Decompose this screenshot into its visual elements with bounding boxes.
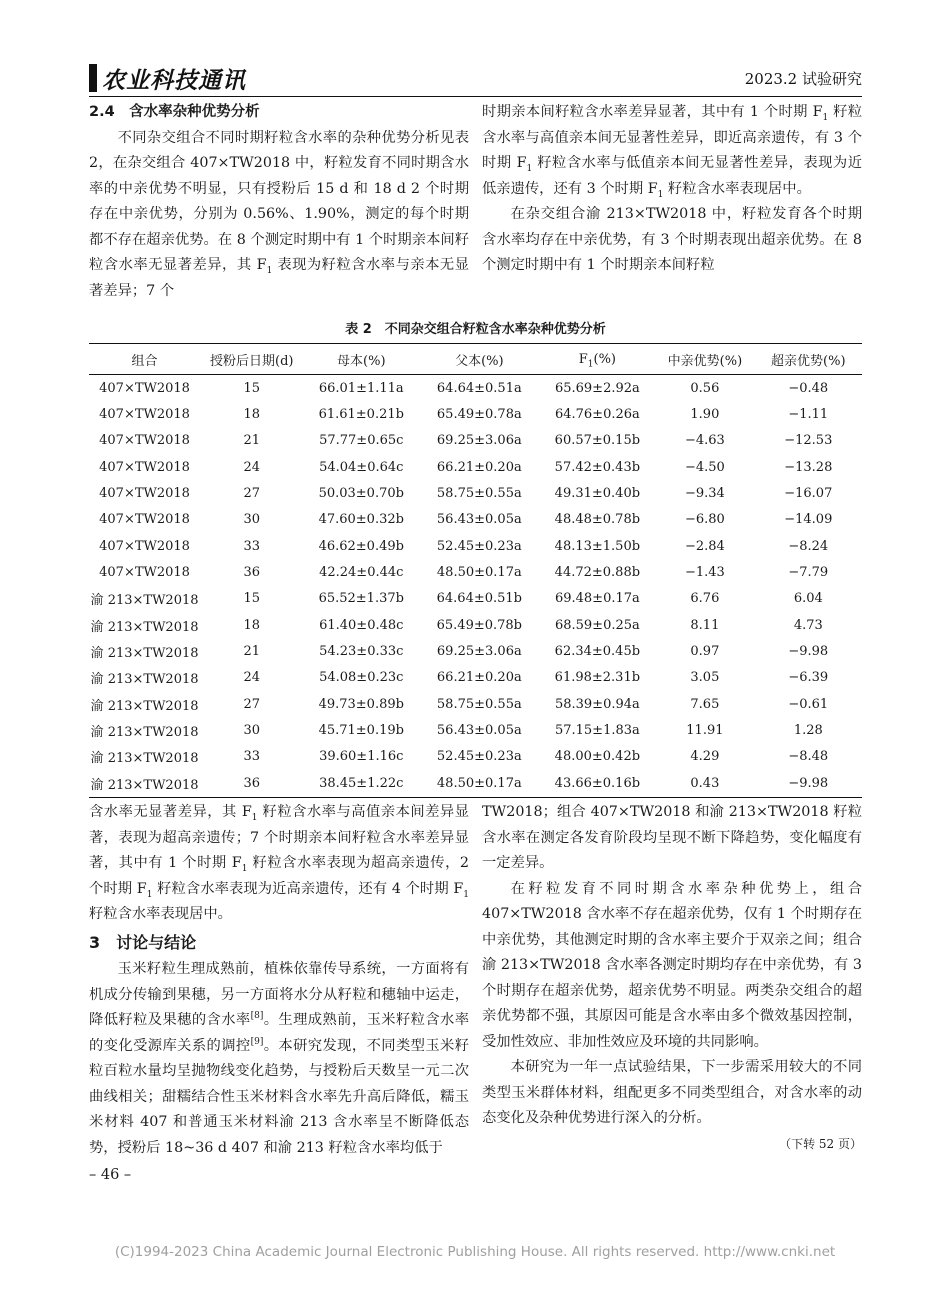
table-cell: 44.72±0.88b [554, 565, 641, 581]
table-cell: 56.43±0.05a [436, 723, 522, 739]
table-row [89, 665, 862, 691]
page-number: – 46 – [89, 1167, 132, 1183]
table-cell: 11.91 [686, 723, 724, 739]
table-cell: 24 [243, 459, 261, 475]
discussion-paragraph: 玉米籽粒生理成熟前，植株依靠传导系统，一方面将有机成分传输到果穗，另一方面将水分从籽粒和穗轴中运走，降低籽粒及果穗的含水率[8]。生理成熟前，玉米籽粒含水率的变化受源库关系的调控[9]。本研究发现，不同类型玉米籽粒百粒水量均呈抛物线变化趋势，与授粉后天数呈一元二次曲线相关；甜糯结合性玉米材料含水率先升高后降低，糯玉米材料 407 和普通玉米材料渝 213 含水率呈不断降低态势，授粉后 18~36 d 407 和渝 213 籽粒含水率均低于 [89, 961, 470, 1156]
table-cell: 65.69±2.92a [554, 380, 640, 396]
table-cell: 渝 213×TW2018 [90, 751, 199, 767]
table-cell: −14.09 [784, 512, 833, 528]
table-cell: −6.39 [788, 670, 829, 686]
table-cell: 3.05 [690, 670, 720, 686]
table-cell: −0.61 [788, 696, 829, 712]
issue-label: 2023.2 试验研究 [744, 70, 862, 88]
section-3-heading: 3 讨论与结论 [89, 932, 197, 952]
table-row [89, 586, 862, 612]
table-caption: 表 2 不同杂交组合籽粒含水率杂种优势分析 [345, 322, 606, 337]
table-row [89, 507, 862, 533]
table-cell: 38.45±1.22c [303, 770, 419, 797]
table-cell: −1.43 [684, 565, 725, 581]
table-cell: 48.48±0.78b [554, 512, 641, 528]
table-row [89, 401, 862, 427]
table-cell: 48.50±0.17a [436, 565, 522, 581]
table-cell: 48.13±1.50b [554, 538, 641, 554]
section-2-4-tail: 含水率无显著差异，其 $F_1$ 籽粒含水率与高值亲本间差异显著，表现为超高亲遗传；7 个时期亲本间籽粒含水率差异显著，其中有 1 个时期 $F_1$ 籽粒含水率表现为超高亲遗传，2 个时期 $F_1$ 籽粒含水率表现为近高亲遗传，还有 4 个时期 $F_1$ 籽粒含水率表现居中。 [89, 804, 470, 922]
table-cell: 43.66±0.16b [540, 770, 656, 797]
table-cell: 64.64±0.51a [436, 380, 522, 396]
table-row [89, 770, 862, 797]
col-header-cross: 组合 [89, 344, 200, 375]
table-cell: 407×TW2018 [99, 459, 190, 475]
table-cell: 36 [243, 565, 261, 581]
table-cell: 56.43±0.05a [436, 512, 522, 528]
discussion-paragraph-cont: TW2018；组合 407×TW2018 和渝 213×TW2018 籽粒含水率在测定各发育阶段均呈现不断下降趋势，变化幅度有一定差异。 [482, 804, 862, 871]
table-cell: −2.84 [684, 538, 725, 554]
table-cell: 407×TW2018 [99, 486, 190, 502]
col-header-mid-parent: 中亲优势(%) [655, 344, 754, 375]
col-header-male: 父本(%) [419, 344, 539, 375]
table-cell: 21 [243, 433, 261, 449]
table-cell: 0.56 [690, 380, 720, 396]
table-cell: 1.28 [793, 723, 823, 739]
table-cell: 66.21±0.20a [436, 459, 522, 475]
table-cell: 49.73±0.89b [318, 696, 404, 712]
table-cell: 69.25±3.06a [436, 644, 522, 660]
col-header-female: 母本(%) [303, 344, 419, 375]
header-bar [89, 64, 97, 92]
table-cell: −8.48 [788, 749, 829, 765]
conclusion-paragraph: 在籽粒发育不同时期含水率杂种优势上，组合 407×TW2018 含水率不存在超亲优势，仅有 1 个时期存在中亲优势，其他测定时期的含水率主要介于双亲之间；组合渝 213×TW2018 含水率各测定时期均存在中亲优势，有 3 个时期存在超亲优势，超亲优势不明显。两类杂交组合的超亲优势都不强，其原因可能是含水率由多个微效基因控制，受加性效应、非加性效应及环境的共同影响。 [482, 880, 862, 1050]
table-cell: −6.80 [684, 512, 725, 528]
table-cell: 42.24±0.44c [319, 565, 404, 581]
table-cell: −13.28 [784, 459, 833, 475]
table-cell: 15 [243, 591, 261, 607]
table-cell: 15 [243, 380, 261, 396]
upper-left-column [89, 100, 469, 304]
section-2-4-paragraph: 不同杂交组合不同时期籽粒含水率的杂种优势分析见表 2，在杂交组合 407×TW2018 中，籽粒发育不同时期含水率的中亲优势不明显，只有授粉后 15 d 和 18 d 2 个时期存在中亲优势，分别为 0.56%、1.90%，测定的每个时期都不存在超亲优势。在 8 个测定时期中有 1 个时期亲本间籽粒含水率无显著差异，其 $F_1$ 表现为籽粒含水率与亲本无显著差异；7 个 [89, 129, 470, 299]
table-row [89, 744, 862, 770]
table-cell: −8.24 [788, 538, 829, 554]
table-row [89, 612, 862, 638]
table-cell: 65.52±1.37b [318, 591, 404, 607]
table-cell: 61.98±2.31b [554, 670, 641, 686]
table-cell: 68.59±0.25a [554, 617, 640, 633]
table-cell: 66.21±0.20a [436, 670, 522, 686]
table-cell: 52.45±0.23a [436, 538, 522, 554]
table-row [89, 375, 862, 402]
table-row [89, 454, 862, 480]
table-cell: 24 [243, 670, 261, 686]
table-header-row [89, 344, 862, 375]
table-cell: 1.90 [690, 407, 720, 423]
table-cell: 58.75±0.55a [436, 696, 522, 712]
table-row [89, 717, 862, 743]
col-header-days: 授粉后日期(d) [200, 344, 303, 375]
table-cell: 62.34±0.45b [554, 644, 641, 660]
table-cell: −9.98 [788, 644, 829, 660]
table-cell: 渝 213×TW2018 [90, 593, 199, 609]
lower-right-column [482, 800, 862, 1157]
table-cell: 407×TW2018 [99, 512, 190, 528]
table-cell: 8.11 [690, 617, 720, 633]
table-cell: 407×TW2018 [99, 538, 190, 554]
table-cell: 渝 213×TW2018 [90, 619, 199, 635]
table-cell: 27 [243, 696, 261, 712]
section-2-4-paragraph-cont: 时期亲本间籽粒含水率差异显著，其中有 1 个时期 $F_1$ 籽粒含水率与高值亲本间无显著性差异，即近高亲遗传，有 3 个时期 $F_1$ 籽粒含水率与低值亲本间无显著性差异，表现为近低亲遗传，还有 3 个时期 $F_1$ 籽粒含水率表现居中。 [482, 104, 862, 200]
table-cell: −7.79 [788, 565, 829, 581]
table-cell: 407×TW2018 [99, 380, 190, 396]
table-row [89, 480, 862, 506]
table-cell: 48.50±0.17a [419, 770, 539, 797]
table-cell: −0.48 [788, 380, 829, 396]
table-cell: 4.73 [793, 617, 823, 633]
table-cell: 18 [243, 407, 261, 423]
table-cell: 50.03±0.70b [318, 486, 404, 502]
table-cell: 7.65 [690, 696, 720, 712]
table-cell: 30 [243, 512, 261, 528]
continued-note: （下转 52 页） [779, 1136, 862, 1151]
table-cell: 61.40±0.48c [319, 617, 404, 633]
table-cell: 58.39±0.94a [554, 696, 640, 712]
table-cell: 64.76±0.26a [554, 407, 640, 423]
table-cell: 407×TW2018 [99, 433, 190, 449]
table-cell: 21 [243, 644, 261, 660]
table-cell: 69.25±3.06a [436, 433, 522, 449]
table-cell: 407×TW2018 [99, 407, 190, 423]
table-cell: 58.75±0.55a [436, 486, 522, 502]
table-cell: 6.04 [793, 591, 823, 607]
table-cell: 57.15±1.83a [554, 723, 640, 739]
table-cell: 渝 213×TW2018 [90, 646, 199, 662]
table-row [89, 559, 862, 585]
upper-right-column [482, 100, 862, 279]
table-cell: 渝 213×TW2018 [90, 672, 199, 688]
table-cell: 36 [200, 770, 303, 797]
table-cell: 27 [243, 486, 261, 502]
table-cell: −16.07 [784, 486, 833, 502]
table-cell: 65.49±0.78b [436, 617, 523, 633]
table-cell: −4.63 [684, 433, 725, 449]
section-2-4-heading: 2.4 含水率杂种优势分析 [89, 104, 260, 120]
section-2-4-paragraph-2: 在杂交组合渝 213×TW2018 中，籽粒发育各个时期含水率均存在中亲优势，有 3 个时期表现出超亲优势。在 8 个测定时期中有 1 个时期亲本间籽粒 [482, 206, 862, 273]
header-rule [89, 96, 862, 97]
table-cell: 30 [243, 723, 261, 739]
table-row [89, 691, 862, 717]
table-cell: 52.45±0.23a [436, 749, 522, 765]
copyright-watermark: (C)1994-2023 China Academic Journal Electronic Publishing House. All rights reserved. http://www.cnki.net [114, 1244, 836, 1260]
journal-logo: 农业科技通讯 [102, 67, 246, 94]
table-cell: −1.11 [788, 407, 829, 423]
table-cell: 49.31±0.40b [554, 486, 641, 502]
table-cell: 60.57±0.15b [554, 433, 641, 449]
col-header-over-parent: 超亲优势(%) [755, 344, 862, 375]
table-cell: −4.50 [684, 459, 725, 475]
table-cell: 33 [243, 538, 261, 554]
table-cell: −9.98 [755, 770, 862, 797]
col-header-f1: $F_1(\%)$ [540, 344, 656, 375]
lower-left-column [89, 800, 469, 1161]
table-cell: −12.53 [784, 433, 833, 449]
table-cell: 54.08±0.23c [319, 670, 404, 686]
table-cell: 46.62±0.49b [318, 538, 404, 554]
table-row [89, 638, 862, 664]
table-cell: 渝 213×TW2018 [90, 698, 199, 714]
table-body [89, 375, 862, 798]
table-cell: 45.71±0.19b [318, 723, 404, 739]
table-cell: 0.97 [690, 644, 720, 660]
table-cell: 54.04±0.64c [319, 459, 404, 475]
table-cell: 0.43 [655, 770, 754, 797]
table-cell: 47.60±0.32b [318, 512, 404, 528]
table-cell: 57.42±0.43b [554, 459, 641, 475]
table-cell: 57.77±0.65c [319, 433, 404, 449]
table-cell: 54.23±0.33c [319, 644, 404, 660]
table-cell: 66.01±1.11a [318, 380, 404, 396]
table-cell: 65.49±0.78a [436, 407, 522, 423]
table-cell: 69.48±0.17a [554, 591, 640, 607]
table-cell: 48.00±0.42b [554, 749, 641, 765]
table-cell: 64.64±0.51b [436, 591, 523, 607]
table-cell: −9.34 [684, 486, 725, 502]
table-row [89, 428, 862, 454]
table-cell: 61.61±0.21b [318, 407, 404, 423]
table-cell: 33 [243, 749, 261, 765]
table-cell: 渝 213×TW2018 [90, 725, 199, 741]
table-cell: 39.60±1.16c [319, 749, 404, 765]
hybrid-advantage-table [89, 343, 862, 798]
future-work-paragraph: 本研究为一年一点试验结果，下一步需采用较大的不同类型玉米群体材料，组配更多不同类型组合，对含水率的动态变化及杂种优势进行深入的分析。 [482, 1059, 862, 1126]
table-cell: 渝 213×TW2018 [89, 770, 200, 797]
table-row [89, 533, 862, 559]
table-cell: 18 [243, 617, 261, 633]
table-cell: 407×TW2018 [99, 565, 190, 581]
table-cell: 4.29 [690, 749, 720, 765]
table-cell: 6.76 [690, 591, 720, 607]
